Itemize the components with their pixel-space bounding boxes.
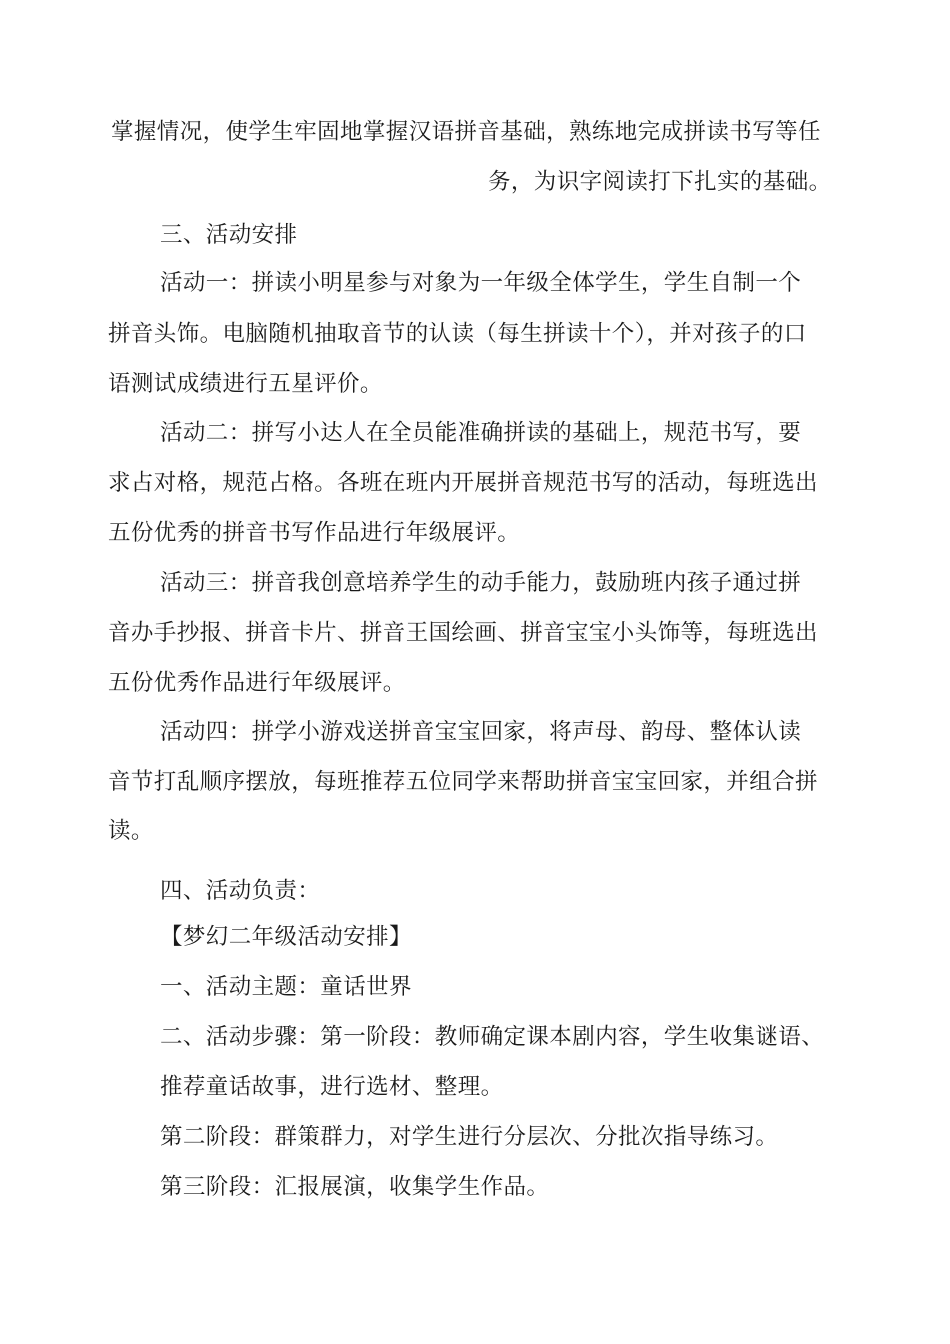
- paragraph-line: 五份优秀作品进行年级展评。: [108, 670, 406, 696]
- paragraph-line: 一、活动主题：童话世界: [160, 974, 412, 1000]
- paragraph-line: 求占对格，规范占格。各班在班内开展拼音规范书写的活动，每班选出: [108, 470, 818, 496]
- section-title: 【梦幻二年级活动安排】: [160, 924, 412, 950]
- paragraph-line: 活动四：拼学小游戏送拼音宝宝回家，将声母、韵母、整体认读: [160, 719, 802, 745]
- section-heading: 四、活动负责：: [160, 878, 321, 904]
- paragraph-line: 活动二：拼写小达人在全员能准确拼读的基础上，规范书写，要: [160, 420, 802, 446]
- paragraph-line: 拼音头饰。电脑随机抽取音节的认读（每生拼读十个），并对孩子的口: [108, 321, 807, 347]
- paragraph-line: 音节打乱顺序摆放，每班推荐五位同学来帮助拼音宝宝回家，并组合拼: [108, 769, 818, 795]
- paragraph-line: 读。: [108, 818, 154, 844]
- paragraph-line: 五份优秀的拼音书写作品进行年级展评。: [108, 520, 521, 546]
- paragraph-line: 音办手抄报、拼音卡片、拼音王国绘画、拼音宝宝小头饰等，每班选出: [108, 620, 818, 646]
- paragraph-line: 活动三：拼音我创意培养学生的动手能力，鼓励班内孩子通过拼: [160, 570, 802, 596]
- paragraph-line: 二、活动步骤：第一阶段：教师确定课本剧内容，学生收集谜语、: [160, 1024, 825, 1050]
- paragraph-line: 务，为识字阅读打下扎实的基础。: [488, 169, 832, 195]
- section-heading: 三、活动安排: [160, 222, 298, 248]
- paragraph-line: 掌握情况，使学生牢固地掌握汉语拼音基础，熟练地完成拼读书写等任: [111, 119, 821, 145]
- paragraph-line: 语测试成绩进行五星评价。: [108, 371, 383, 397]
- paragraph-line: 推荐童话故事，进行选材、整理。: [160, 1074, 504, 1100]
- paragraph-line: 第二阶段：群策群力，对学生进行分层次、分批次指导练习。: [160, 1124, 779, 1150]
- paragraph-line: 第三阶段：汇报展演，收集学生作品。: [160, 1174, 550, 1200]
- paragraph-line: 活动一：拼读小明星参与对象为一年级全体学生，学生自制一个: [160, 270, 802, 296]
